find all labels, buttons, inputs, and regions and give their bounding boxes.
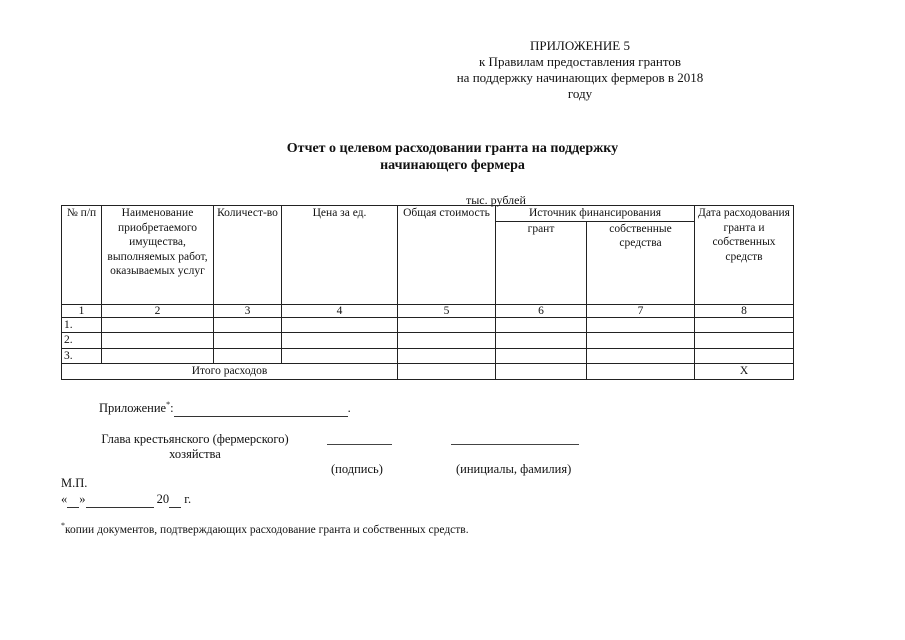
- head-label: [90, 432, 300, 462]
- name-blank[interactable]: [451, 444, 579, 445]
- table-cell[interactable]: [398, 364, 496, 380]
- date-line: [61, 492, 191, 508]
- table-cell[interactable]: [102, 333, 214, 349]
- attachment-footnote-mark: *: [166, 400, 171, 409]
- table-cell[interactable]: [695, 333, 794, 349]
- table-cell[interactable]: [496, 364, 587, 380]
- table-cell[interactable]: [398, 317, 496, 333]
- header-qty: Количест-во: [214, 206, 282, 305]
- attachment-blank[interactable]: [174, 401, 348, 417]
- header-own: собственные средства: [587, 221, 695, 304]
- header-name: Наименование приобретаемого имущества, выполняемых работ, оказываемых услуг: [102, 206, 214, 305]
- attachment-colon: :: [170, 401, 174, 416]
- report-title-line2: начинающего фермера: [380, 158, 525, 173]
- report-table: [61, 205, 794, 380]
- index-cell: 8: [695, 304, 794, 317]
- header-grant: грант: [496, 221, 587, 304]
- table-cell[interactable]: [102, 348, 214, 364]
- table-cell[interactable]: [214, 348, 282, 364]
- table-cell[interactable]: [695, 317, 794, 333]
- header-source: Источник финансирования: [496, 206, 695, 222]
- table-cell[interactable]: [214, 317, 282, 333]
- footnote-mark: *: [61, 521, 65, 530]
- table-cell[interactable]: [587, 348, 695, 364]
- appendix-purpose-line: на поддержку начинающих фермеров в 2018: [456, 70, 704, 85]
- total-label: Итого расходов: [62, 364, 398, 380]
- table-index-row: [62, 304, 794, 317]
- attachment-line: [99, 400, 351, 417]
- footnote-text: копии документов, подтверждающих расходование гранта и собственных средств.: [65, 523, 469, 536]
- appendix-header: [415, 38, 745, 102]
- report-title: [0, 140, 905, 174]
- date-quote-open: «: [61, 492, 68, 506]
- attachment-label: Приложение: [99, 401, 167, 416]
- table-row: [62, 333, 794, 349]
- year-suffix: г.: [181, 492, 192, 506]
- table-cell[interactable]: [496, 348, 587, 364]
- date-quote-close: »: [79, 492, 86, 506]
- appendix-year-line: году: [567, 86, 593, 101]
- year-blank[interactable]: [169, 492, 181, 508]
- row-number: 1.: [62, 317, 102, 333]
- signature-blank[interactable]: [327, 444, 392, 445]
- units-label: тыс. рублей: [466, 193, 526, 207]
- row-number: 2.: [62, 333, 102, 349]
- index-cell: 2: [102, 304, 214, 317]
- table-cell[interactable]: [102, 317, 214, 333]
- row-number: 3.: [62, 348, 102, 364]
- head-label-line1: Глава крестьянского (фермерского): [101, 432, 289, 446]
- footnote: [61, 521, 469, 536]
- appendix-rules-line: к Правилам предоставления грантов: [478, 54, 681, 69]
- header-date: Дата расходования гранта и собственных средств: [695, 206, 794, 305]
- index-cell: 1: [62, 304, 102, 317]
- attachment-end: .: [347, 401, 351, 416]
- table-cell[interactable]: [496, 317, 587, 333]
- table-cell[interactable]: [214, 333, 282, 349]
- table-header-row: [62, 206, 794, 222]
- year-prefix: 20: [156, 492, 170, 506]
- table-cell[interactable]: [282, 333, 398, 349]
- table-row: [62, 317, 794, 333]
- signature-caption: (подпись): [331, 462, 383, 476]
- table-cell[interactable]: [496, 333, 587, 349]
- table-cell[interactable]: [398, 348, 496, 364]
- table-total-row: [62, 364, 794, 380]
- table-cell[interactable]: [282, 317, 398, 333]
- header-total: Общая стоимость: [398, 206, 496, 305]
- table-cell[interactable]: [587, 364, 695, 380]
- index-cell: 5: [398, 304, 496, 317]
- index-cell: 3: [214, 304, 282, 317]
- table-cell[interactable]: [695, 348, 794, 364]
- appendix-number: ПРИЛОЖЕНИЕ 5: [530, 38, 630, 53]
- table-cell[interactable]: [398, 333, 496, 349]
- table-row: [62, 348, 794, 364]
- header-price: Цена за ед.: [282, 206, 398, 305]
- total-date-cell: X: [695, 364, 794, 380]
- day-blank[interactable]: [67, 492, 79, 508]
- index-cell: 7: [587, 304, 695, 317]
- index-cell: 4: [282, 304, 398, 317]
- stamp-label: М.П.: [61, 476, 88, 490]
- month-blank[interactable]: [86, 492, 154, 508]
- report-title-line1: Отчет о целевом расходовании гранта на поддержку: [286, 141, 619, 156]
- name-caption: (инициалы, фамилия): [456, 462, 572, 476]
- table-cell[interactable]: [587, 317, 695, 333]
- table-cell[interactable]: [587, 333, 695, 349]
- index-cell: 6: [496, 304, 587, 317]
- header-num: № п/п: [62, 206, 102, 305]
- table-cell[interactable]: [282, 348, 398, 364]
- head-label-line2: хозяйства: [169, 447, 221, 461]
